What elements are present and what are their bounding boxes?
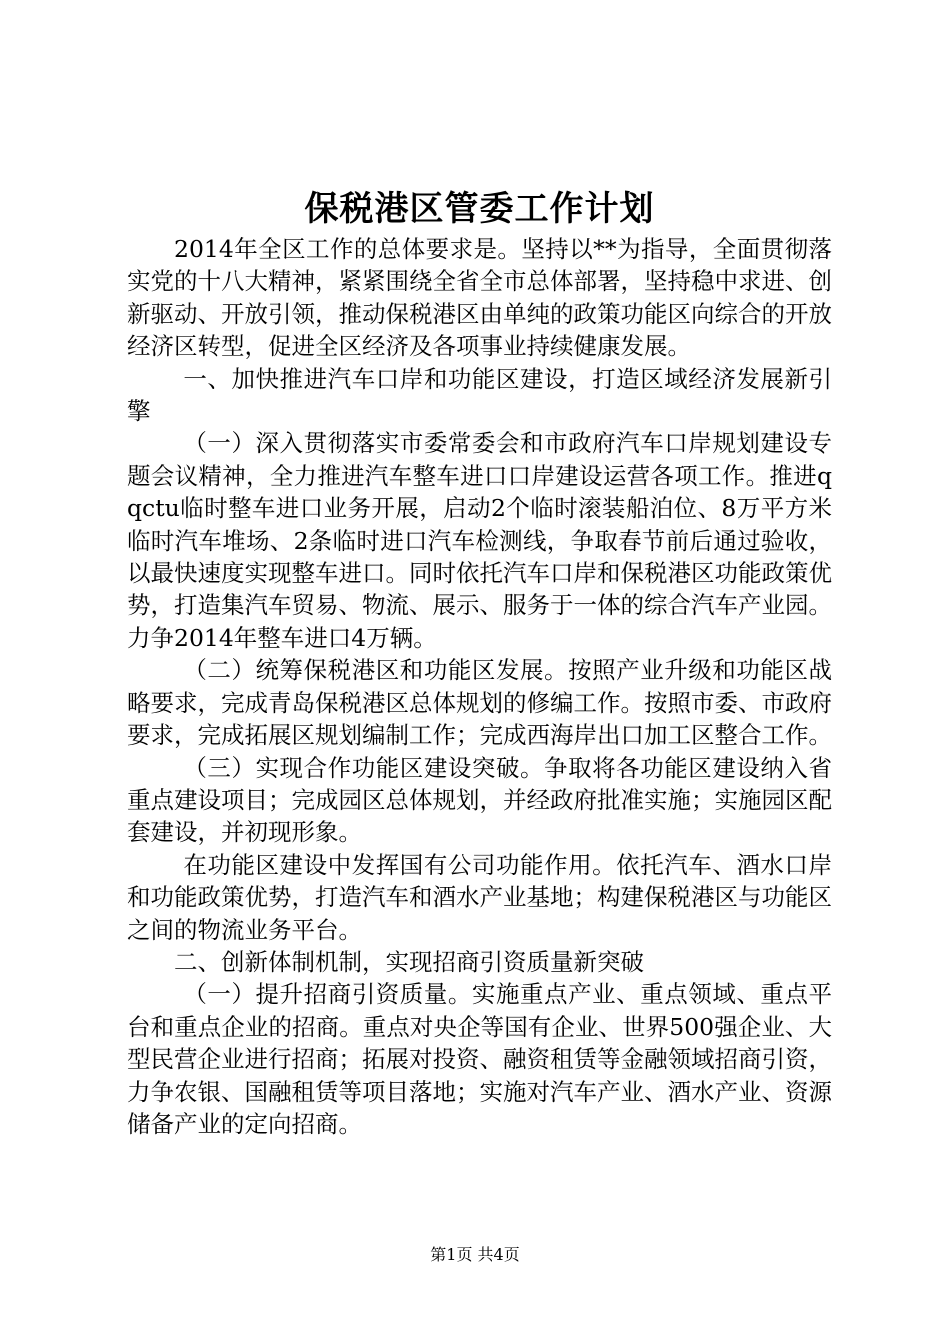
paragraph-section-1-item-3: （三）实现合作功能区建设突破。争取将各功能区建设纳入省重点建设项目；完成园区总体规划，并经政府批准实施；实施园区配套建设，并初现形象。 [127,753,832,847]
document-title: 保税港区管委工作计划 [304,189,655,229]
paragraph-general-requirements: 2014年全区工作的总体要求是。坚持以**为指导，全面贯彻落实党的十八大精神，紧紧围绕全省全市总体部署，坚持稳中求进、创新驱动、开放引领，推动保税港区由单纯的政策功能区向综合的开放经济区转型，促进全区经济及各项事业持续健康发展。 [127,235,832,361]
page-footer: 第1页 共4页 [430,1245,520,1264]
paragraph-section-2-item-1: （一）提升招商引资质量。实施重点产业、重点领域、重点平台和重点企业的招商。重点对央企等国有企业、世界500强企业、大型民营企业进行招商；拓展对投资、融资租赁等金融领域招商引资，力争农银、国融租赁等项目落地；实施对汽车产业、酒水产业、资源储备产业的定向招商。 [127,980,832,1138]
heading-section-1: 一、加快推进汽车口岸和功能区建设，打造区域经济发展新引擎 [127,364,832,426]
paragraph-state-companies: 在功能区建设中发挥国有公司功能作用。依托汽车、酒水口岸和功能政策优势，打造汽车和酒水产业基地；构建保税港区与功能区之间的物流业务平台。 [127,850,832,944]
document-body [127,233,832,1140]
paragraph-section-1-item-1: （一）深入贯彻落实市委常委会和市政府汽车口岸规划建设专题会议精神，全力推进汽车整车进口口岸建设运营各项工作。推进qqctu临时整车进口业务开展，启动2个临时滚装船泊位、8万平方米临时汽车堆场、2条临时进口汽车检测线，争取春节前后通过验收，以最快速度实现整车进口。同时依托汽车口岸和保税港区功能政策优势，打造集汽车贸易、物流、展示、服务于一体的综合汽车产业园。力争2014年整车进口4万辆。 [127,429,832,652]
heading-section-2: 二、创新体制机制，实现招商引资质量新突破 [174,947,644,976]
paragraph-section-1-item-2: （二）统筹保税港区和功能区发展。按照产业升级和功能区战略要求，完成青岛保税港区总体规划的修编工作。按照市委、市政府要求，完成拓展区规划编制工作；完成西海岸出口加工区整合工作。 [127,656,832,750]
